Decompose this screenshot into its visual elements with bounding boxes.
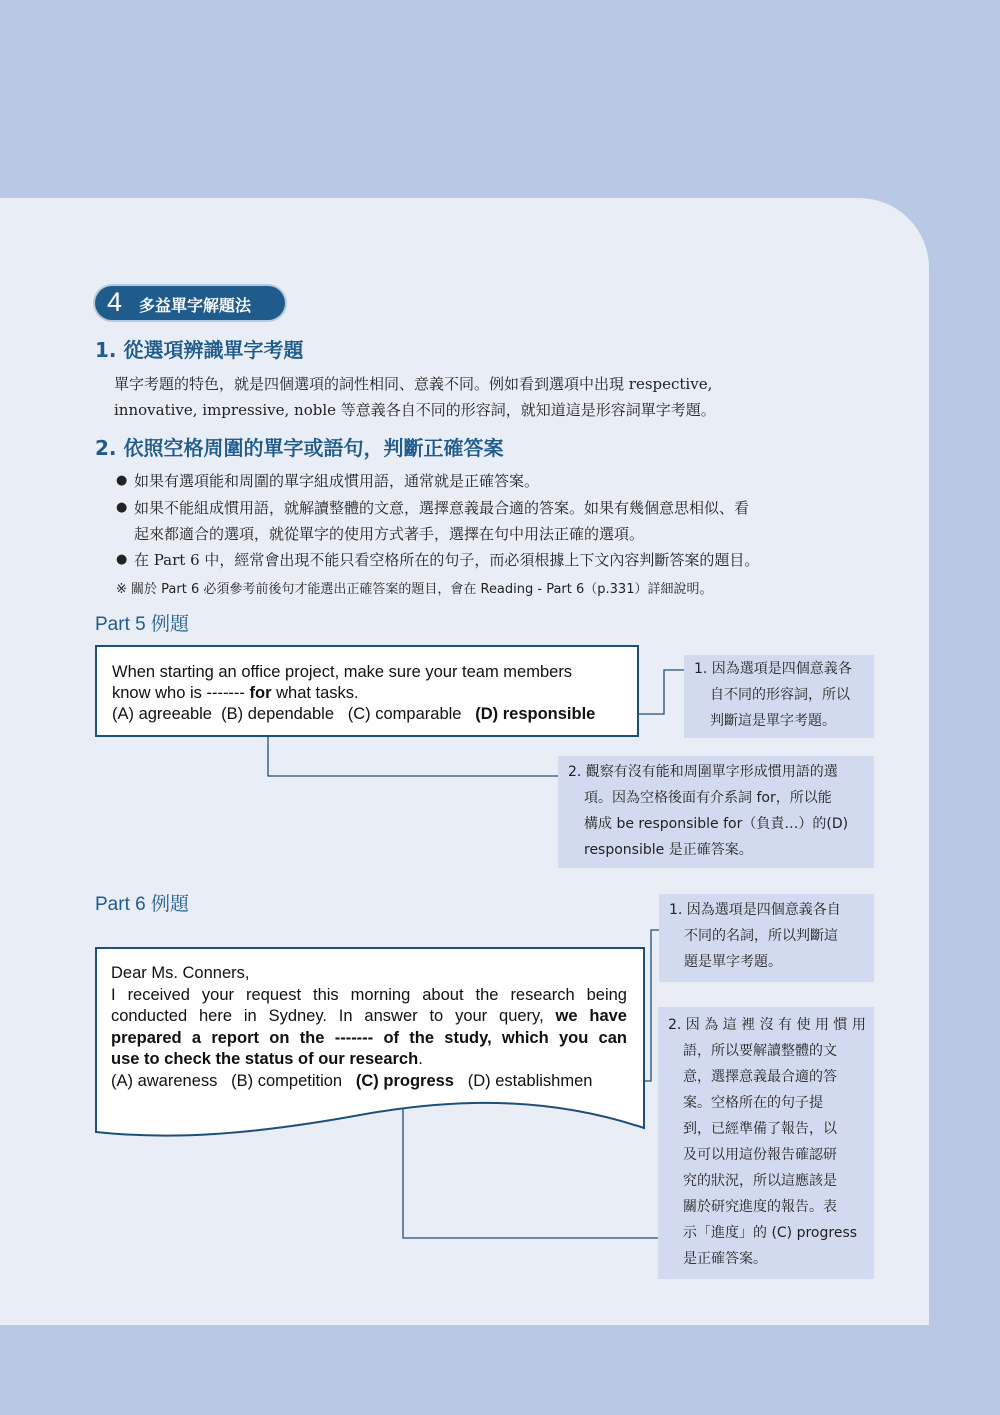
part5-option-a: (A) agreeable — [112, 705, 212, 723]
part5-title-zh: 例題 — [150, 613, 189, 635]
part6-tip-2-line-9: 示「進度」的 (C) progress — [683, 1225, 858, 1241]
part5-q2-a: know who is ------- — [112, 684, 250, 702]
part5-option-c: (C) comparable — [347, 705, 462, 723]
bullet-3-text: 在 Part 6 中，經常會出現不能只看空格所在的句子，而必須根據上下文內容判斷答案的題目。 — [134, 551, 760, 569]
part5-tip-2-line-3: 構成 be responsible for（負責…）的(D) — [584, 816, 849, 832]
part6-tip-1 — [659, 894, 874, 982]
part6-tip-2 — [658, 1007, 874, 1279]
part5-tip-1-line-2: 自不同的形容詞，所以 — [710, 687, 850, 703]
part6-title-zh: 例題 — [150, 893, 189, 915]
part6-tip-2-line-5: 到，已經準備了報告，以 — [683, 1121, 837, 1137]
bullet-2-line-2: 起來都適合的選項，就從單字的使用方式著手，選擇在句中用法正確的選項。 — [134, 525, 645, 543]
part5-tip-2-line-4: responsible 是正確答案。 — [584, 842, 753, 858]
heading-1: 1. 從選項辨識單字考題 — [95, 338, 304, 362]
part6-tip-2-line-7: 究的狀況，所以這應該是 — [683, 1173, 837, 1189]
letter-line-2-a: conducted here in Sydney. In answer to your query, — [111, 1007, 556, 1025]
part6-tip-1-line-1: 1. 因為選項是四個意義各自 — [669, 902, 841, 918]
part5-tip-1-line-1: 1. 因為選項是四個意義各 — [694, 661, 852, 677]
part5-tip-2-line-2: 項。因為空格後面有介系詞 for，所以能 — [584, 790, 832, 806]
part6-tip-2-line-2: 語，所以要解讀整體的文 — [683, 1043, 837, 1059]
bullet-2-line-1: 如果不能組成慣用語，就解讀整體的文意，選擇意義最合適的答案。如果有幾個意思相似、看 — [134, 499, 750, 517]
reference-note: ※ 關於 Part 6 必須參考前後句才能選出正確答案的題目，會在 Reading - Part 6（p.331）詳細說明。 — [116, 582, 713, 597]
part6-tip-2-line-4: 案。空格所在的句子提 — [683, 1095, 823, 1111]
part5-q2-c: what tasks. — [271, 684, 359, 702]
part6-tip-2-line-6: 及可以用這份報告確認研 — [683, 1147, 837, 1163]
letter-line-4 — [111, 1049, 627, 1071]
part6-title-en: Part 6 — [95, 894, 146, 915]
section-title: 多益單字解題法 — [139, 296, 252, 315]
part5-option-d: (D) responsible — [475, 705, 596, 723]
bullet-1-text: 如果有選項能和周圍的單字組成慣用語，通常就是正確答案。 — [134, 472, 540, 490]
part6-tip-2-line-3: 意，選擇意義最合適的答 — [683, 1069, 837, 1085]
part6-tip-1-line-3: 題是單字考題。 — [684, 954, 782, 970]
bullet-dot: ● — [116, 552, 128, 567]
part6-tip-2-line-8: 關於研究進度的報告。表 — [683, 1199, 837, 1215]
letter-line-2 — [111, 1006, 627, 1028]
letter-line-1: I received your request this morning about the research being — [111, 985, 627, 1004]
part6-option-d: (D) establishmen — [467, 1071, 593, 1090]
part5-option-b: (B) dependable — [221, 705, 334, 723]
part6-options — [111, 1071, 627, 1093]
part6-tip-1-line-2: 不同的名詞，所以判斷這 — [684, 928, 838, 944]
heading-2: 2. 依照空格周圍的單字或語句，判斷正確答案 — [95, 436, 504, 460]
letter-line-2-bold: we have — [555, 1007, 627, 1025]
part5-tip-2-line-1: 2. 觀察有沒有能和周圍單字形成慣用語的選 — [568, 764, 838, 780]
part6-option-a: (A) awareness — [111, 1071, 218, 1090]
part5-keyword-for: for — [249, 684, 272, 702]
part6-tip-2-line-10: 是正確答案。 — [683, 1251, 767, 1267]
part5-title-en: Part 5 — [95, 614, 146, 635]
intro-line-2: innovative, impressive, noble 等意義各自不同的形容詞，就知道這是形容詞單字考題。 — [114, 401, 716, 419]
part6-letter — [111, 963, 627, 1092]
part6-option-b: (B) competition — [231, 1071, 343, 1090]
letter-line-4-bold: use to check the status of our research — [111, 1050, 419, 1068]
letter-line-3: prepared a report on the ------- of the study, which you can — [111, 1028, 627, 1047]
intro-line-1: 單字考題的特色，就是四個選項的詞性相同、意義不同。例如看到選項中出現 respective, — [114, 375, 713, 393]
bullet-dot: ● — [116, 473, 128, 488]
part6-tip-2-line-1: 2. 因 為 這 裡 沒 有 使 用 慣 用 — [668, 1017, 866, 1033]
letter-line-4-end: . — [418, 1050, 423, 1068]
bullet-dot: ● — [116, 500, 128, 515]
part6-option-c: (C) progress — [355, 1071, 454, 1090]
letter-greeting: Dear Ms. Conners, — [111, 964, 250, 982]
part5-question-line-1: When starting an office project, make sure your team members — [112, 663, 573, 681]
section-number: 4 — [107, 287, 123, 317]
part5-tip-1-line-3: 判斷這是單字考題。 — [710, 713, 836, 729]
